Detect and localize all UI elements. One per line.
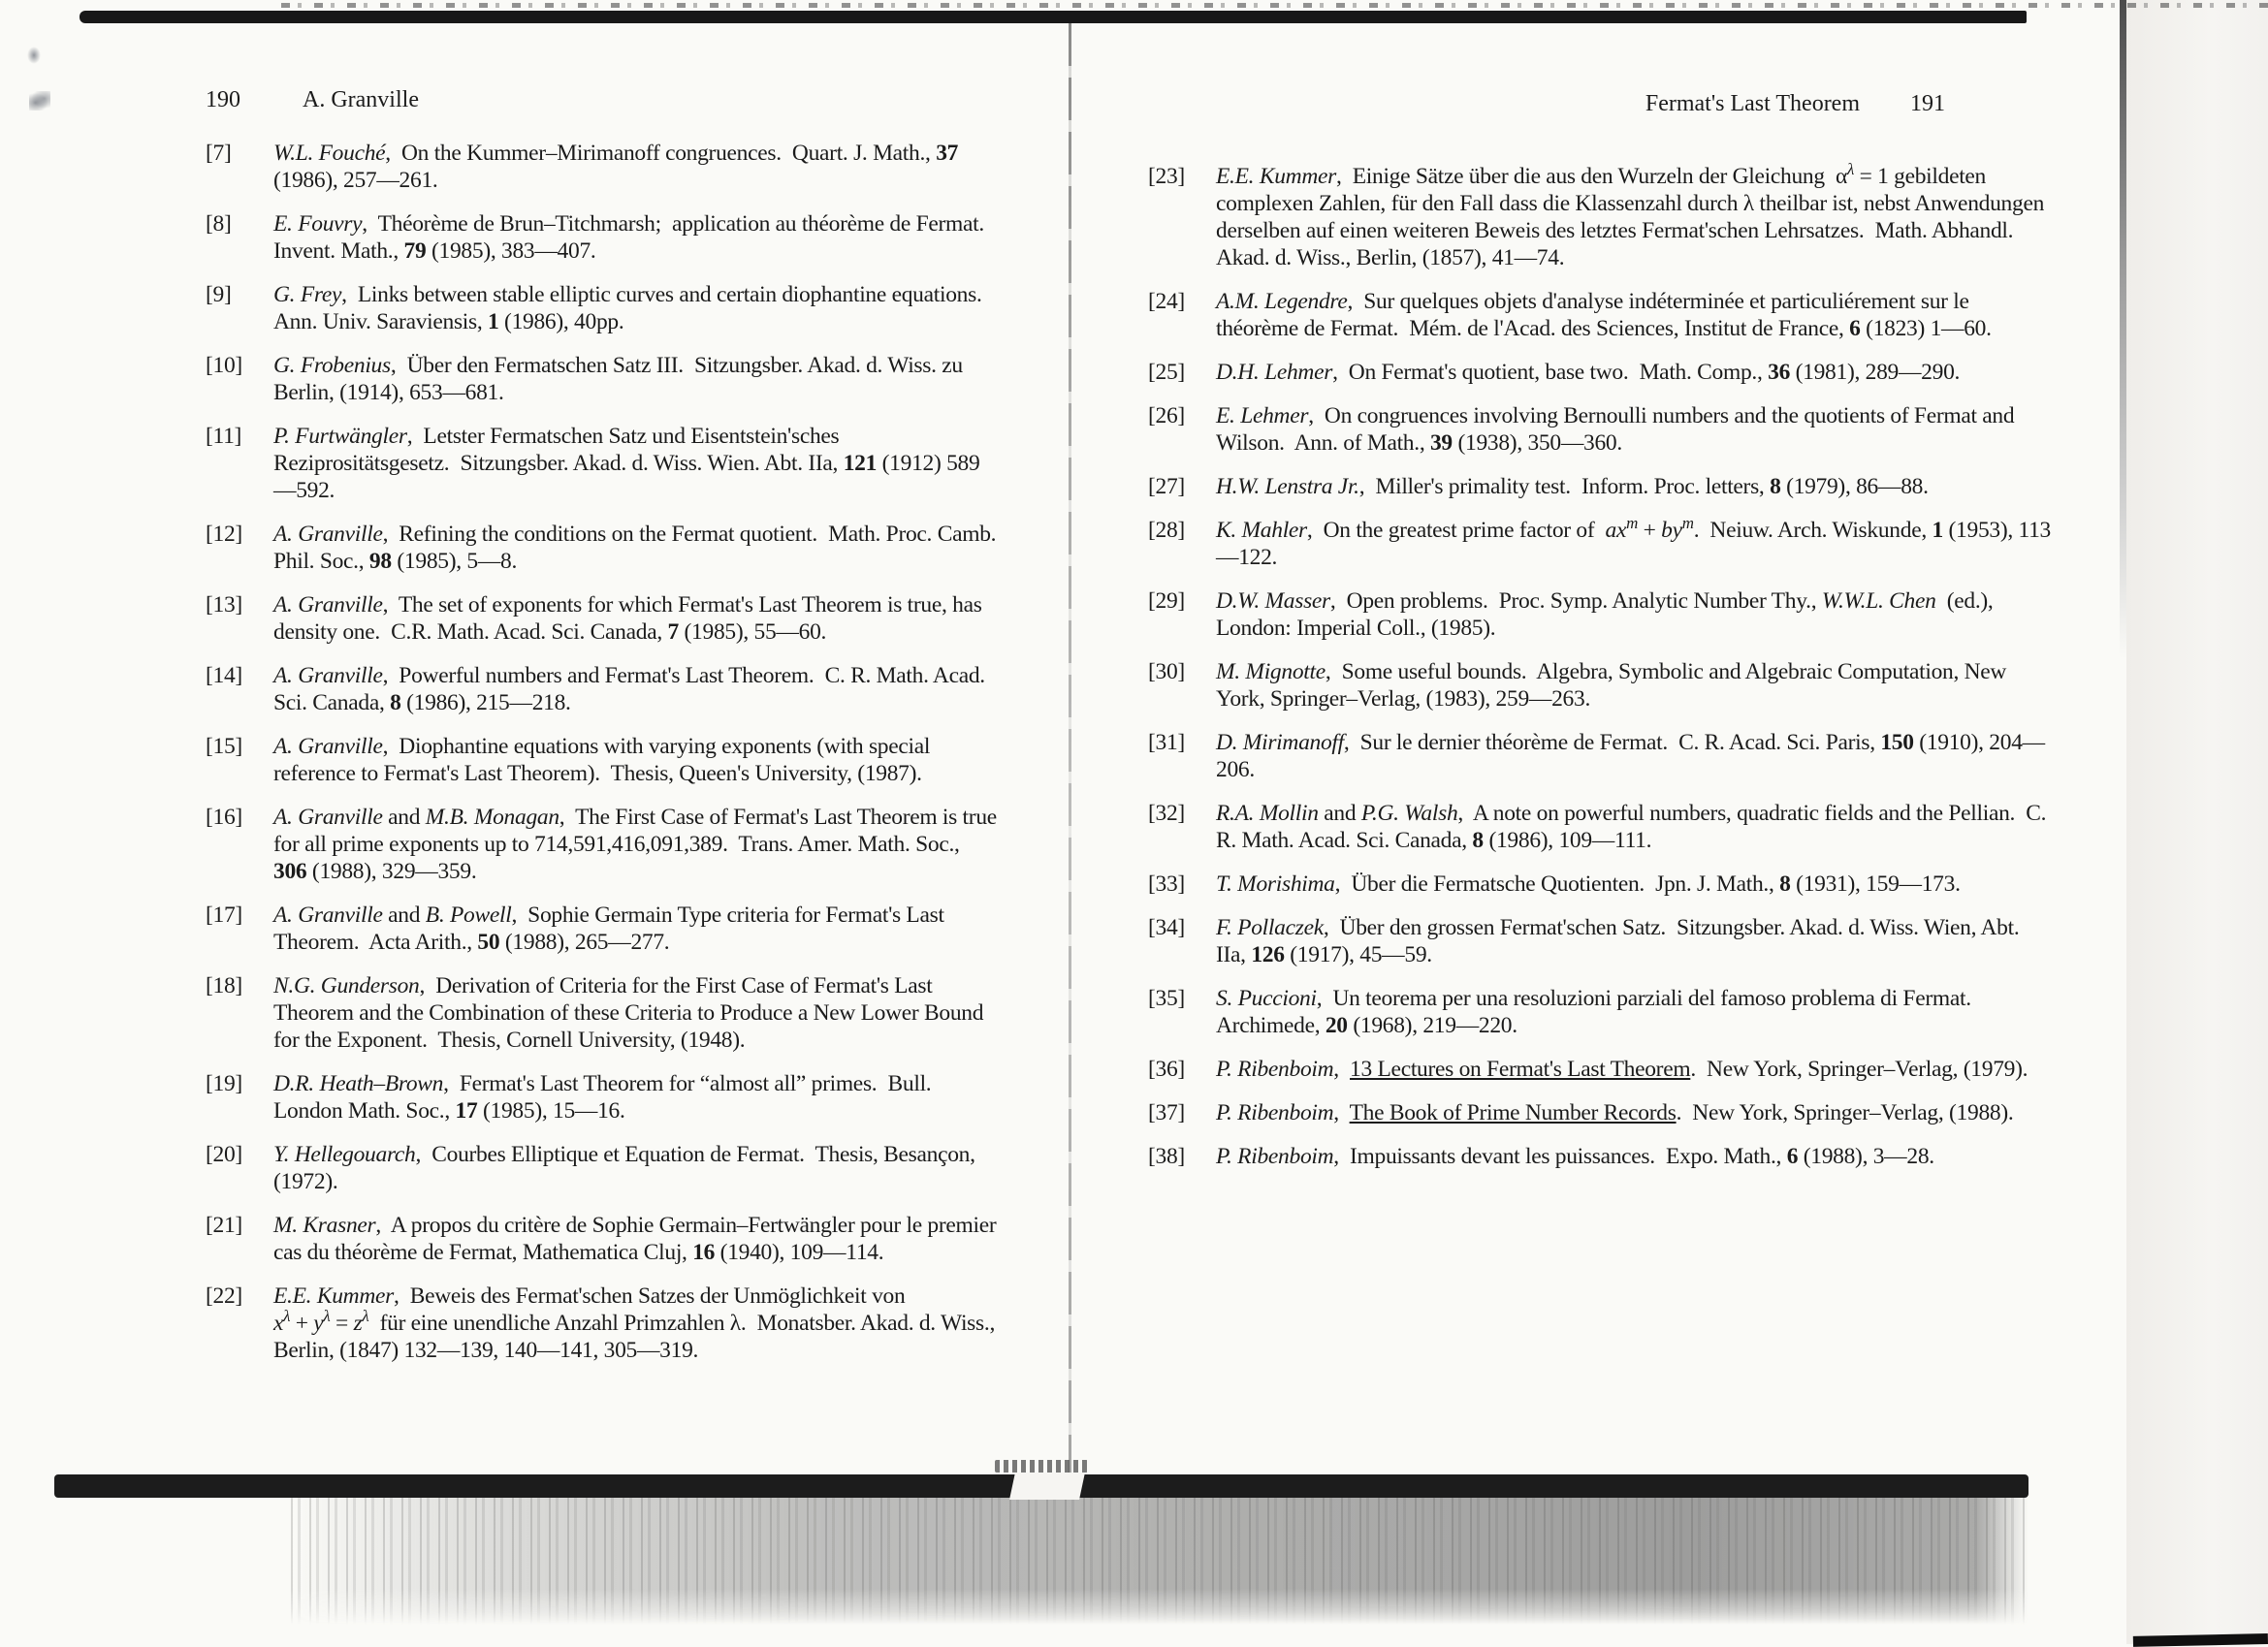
reference-item (1148, 914, 2052, 968)
page-number-right: 191 (1910, 91, 1945, 116)
reference-item (1148, 871, 2052, 898)
reference-text: A. Granville, Powerful numbers and Fermat's Last Theorem. C. R. Math. Acad. Sci. Canada, 8 (1986), 215—218. (273, 663, 991, 715)
page-left (206, 85, 1003, 1380)
reference-text: A. Granville, Refining the conditions on the Fermat quotient. Math. Proc. Camb. Phil. Soc., 98 (1985), 5—8. (273, 522, 1002, 574)
scanned-page-right-margin (2126, 0, 2268, 1644)
reference-text: E.E. Kummer, Einige Sätze über die aus den Wurzeln der Gleichung $\alpha^\lambda = 1$ gebildeten complexen Zahlen, für den Fall dass die Klassenzahl durch λ theilbar ist, nebst Anwendungen derselben auf einen weiteren Beweis des letztes Fermat'schen Lehrsatzes. Math. Abhandl. Akad. d. Wiss., Berlin, (1857), 41—74. (1216, 160, 2050, 270)
reference-text: R.A. Mollin and P.G. Walsh, A note on powerful numbers, quadratic fields and the Pellian. C. R. Math. Acad. Sci. Canada, 8 (1986), 109—111. (1216, 801, 2052, 853)
reference-item (1148, 729, 2052, 783)
reference-item (1148, 160, 2052, 271)
reference-text: W.L. Fouché, On the Kummer–Mirimanoff congruences. Quart. J. Math., 37 (1986), 257—261. (273, 141, 964, 193)
reference-number: [25] (1148, 360, 1185, 385)
reference-text: A. Granville and B. Powell, Sophie Germain Type criteria for Fermat's Last Theorem. Acta Arith., 50 (1988), 265—277. (273, 903, 949, 955)
reference-text: T. Morishima, Über die Fermatsche Quotienten. Jpn. J. Math., 8 (1931), 159—173. (1216, 871, 1961, 897)
reference-item (206, 1070, 999, 1124)
reference-number: [19] (206, 1071, 242, 1096)
reference-item (206, 1283, 999, 1364)
page-right (1148, 89, 2052, 1187)
reference-number: [24] (1148, 289, 1185, 314)
scan-bar-white-notch (1009, 1473, 1085, 1500)
reference-number: [26] (1148, 403, 1185, 428)
reference-item (1148, 359, 2052, 386)
reference-number: [14] (206, 663, 242, 688)
reference-number: [22] (206, 1283, 242, 1309)
reference-number: [38] (1148, 1144, 1185, 1169)
reference-text: P. Ribenboim, Impuissants devant les puissances. Expo. Math., 6 (1988), 3—28. (1216, 1144, 1934, 1169)
reference-text: M. Krasner, A propos du critère de Sophie Germain–Fertwängler pour le premier cas du théorème de Fermat, Mathematica Cluj, 16 (1940), 109—114. (273, 1213, 1002, 1265)
reference-item (1148, 288, 2052, 342)
reference-item (206, 902, 999, 956)
reference-text: Y. Hellegouarch, Courbes Elliptique et Equation de Fermat. Thesis, Besançon, (1972). (273, 1142, 981, 1194)
page-left-header (206, 85, 999, 114)
reference-item (206, 1212, 1002, 1266)
reference-text: S. Puccioni, Un teorema per una resoluzioni parziali del famoso problema di Fermat. Archimede, 20 (1968), 219—220. (1216, 986, 1981, 1038)
scan-corner-mark (2133, 1633, 2268, 1647)
reference-text: N.G. Gunderson, Derivation of Criteria for the First Case of Fermat's Last Theorem and the Combination of these Criteria to Produce a New Lower Bound for the Exponent. Thesis, Cornell University, (1948). (273, 973, 989, 1053)
reference-number: [37] (1148, 1100, 1185, 1125)
reference-text: A. Granville and M.B. Monagan, The First Case of Fermat's Last Theorem is true for all prime exponents up to 714,591,416,091,389. Trans. Amer. Math. Soc., 306 (1988), 329—359. (273, 805, 1003, 884)
reference-number: [31] (1148, 730, 1185, 755)
page-number-left: 190 (206, 87, 240, 112)
reference-text: H.W. Lenstra Jr., Miller's primality test. Inform. Proc. letters, 8 (1979), 86—88. (1216, 474, 1929, 499)
reference-text: P. Furtwängler, Letster Fermatschen Satz und Eisentstein'sches Reziprositätsgesetz. Sitzungsber. Akad. d. Wiss. Wien. Abt. IIa, 121 (1912) 589—592. (273, 424, 980, 503)
reference-number: [33] (1148, 871, 1185, 897)
reference-number: [29] (1148, 588, 1185, 614)
pen-mark-icon (27, 47, 41, 64)
reference-text: G. Frobenius, Über den Fermatschen Satz III. Sitzungsber. Akad. d. Wiss. zu Berlin, (1914), 653—681. (273, 353, 969, 405)
reference-text: D.R. Heath–Brown, Fermat's Last Theorem for “almost all” primes. Bull. London Math. Soc., 17 (1985), 15—16. (273, 1071, 937, 1124)
reference-text: D. Mirimanoff, Sur le dernier théorème de Fermat. C. R. Acad. Sci. Paris, 150 (1910), 204—206. (1216, 730, 2045, 782)
reference-number: [20] (206, 1142, 242, 1167)
reference-text: K. Mahler, On the greatest prime factor of $ax^m + by^m$. Neiuw. Arch. Wiskunde, 1 (1953), 113—122. (1216, 514, 2052, 570)
reference-number: [13] (206, 592, 242, 618)
reference-number: [34] (1148, 915, 1185, 940)
reference-item (1148, 587, 2052, 642)
reference-item (206, 352, 999, 406)
reference-item (1148, 1056, 2052, 1083)
reference-number: [32] (1148, 801, 1185, 826)
reference-item (1148, 800, 2052, 854)
page-right-header (1148, 89, 2052, 118)
reference-item (1148, 1099, 2052, 1126)
reference-number: [30] (1148, 659, 1185, 684)
reference-text: D.H. Lehmer, On Fermat's quotient, base two. Math. Comp., 36 (1981), 289—290. (1216, 360, 1961, 385)
reference-text: G. Frey, Links between stable elliptic curves and certain diophantine equations. Ann. Univ. Saraviensis, 1 (1986), 40pp. (273, 282, 992, 334)
reference-item (1148, 402, 2052, 457)
reference-text: E. Lehmer, On congruences involving Bernoulli numbers and the quotients of Fermat and Wilson. Ann. of Math., 39 (1938), 350—360. (1216, 403, 2020, 456)
reference-item (206, 210, 999, 265)
reference-text: M. Mignotte, Some useful bounds. Algebra, Symbolic and Algebraic Computation, New York, Springer–Verlag, (1983), 259—263. (1216, 659, 2011, 712)
reference-item (206, 1141, 999, 1195)
scan-notch-speckle (995, 1460, 1088, 1473)
reference-item (206, 281, 999, 335)
reference-item (1148, 985, 2052, 1039)
reference-number: [11] (206, 424, 242, 449)
scan-speckle-line (281, 3, 2268, 8)
reference-number: [10] (206, 353, 242, 378)
reference-text: P. Ribenboim, The Book of Prime Number Records. New York, Springer–Verlag, (1988). (1216, 1100, 2014, 1125)
reference-number: [36] (1148, 1057, 1185, 1082)
reference-number: [16] (206, 805, 242, 830)
reference-number: [9] (206, 282, 232, 307)
reference-number: [7] (206, 141, 232, 166)
reference-text: P. Ribenboim, 13 Lectures on Fermat's Last Theorem. New York, Springer–Verlag, (1979). (1216, 1057, 2028, 1082)
reference-item (206, 140, 999, 194)
reference-text: A. Granville, The set of exponents for which Fermat's Last Theorem is true, has density one. C.R. Math. Acad. Sci. Canada, 7 (1985), 55—60. (273, 592, 988, 645)
reference-item (1148, 658, 2052, 713)
reference-number: [17] (206, 903, 242, 928)
reference-number: [21] (206, 1213, 242, 1238)
running-head-left: A. Granville (303, 87, 419, 112)
running-head-right: Fermat's Last Theorem (1645, 91, 1860, 116)
reference-item (1148, 514, 2052, 571)
reference-text: A. Granville, Diophantine equations with varying exponents (with special reference to Fermat's Last Theorem). Thesis, Queen's University, (1987). (273, 734, 936, 786)
book-spine-fold-line (1069, 23, 1071, 1474)
reference-number: [15] (206, 734, 242, 759)
reference-text: F. Pollaczek, Über den grossen Fermat'schen Satz. Sitzungsber. Akad. d. Wiss. Wien, Abt. IIa, 126 (1917), 45—59. (1216, 915, 2025, 967)
page-edge-line (2120, 0, 2126, 659)
reference-number: [18] (206, 973, 242, 998)
scan-bottom-black-bar (54, 1474, 2028, 1498)
reference-item (206, 662, 999, 716)
reference-item (206, 521, 1002, 575)
reference-item (1148, 473, 2052, 500)
references-left (206, 140, 1003, 1364)
reference-item (206, 972, 999, 1054)
scan-top-black-bar (80, 11, 2027, 23)
reference-text: E.E. Kummer, Beweis des Fermat'schen Satzes der Unmöglichkeit von $x^\lambda + y^\lambda = z^\lambda$ für eine unendliche Anzahl Primzahlen λ. Monatsber. Akad. d. Wiss., Berlin, (1847) 132—139, 140—141, 305—319. (273, 1283, 1001, 1363)
reference-item (206, 733, 999, 787)
references-right (1148, 160, 2052, 1170)
reference-item (206, 423, 999, 504)
reference-number: [23] (1148, 164, 1185, 189)
pen-mark-icon (29, 91, 50, 111)
reference-text: A.M. Legendre, Sur quelques objets d'analyse indéterminée et particuliérement sur le théorème de Fermat. Mém. de l'Acad. des Sciences, Institut de France, 6 (1823) 1—60. (1216, 289, 1992, 341)
reference-text: D.W. Masser, Open problems. Proc. Symp. Analytic Number Thy., W.W.L. Chen (ed.), London: Imperial Coll., (1985). (1216, 588, 1999, 641)
reference-number: [12] (206, 522, 242, 547)
reference-number: [35] (1148, 986, 1185, 1011)
reference-number: [8] (206, 211, 232, 237)
reference-item (206, 804, 1003, 885)
reference-number: [28] (1148, 518, 1185, 543)
reference-item (206, 591, 999, 646)
reference-number: [27] (1148, 474, 1185, 499)
reference-text: E. Fouvry, Théorème de Brun–Titchmarsh; application au théorème de Fermat. Invent. Math., 79 (1985), 383—407. (273, 211, 996, 264)
reference-item (1148, 1143, 2052, 1170)
scan-bottom-smudge (291, 1497, 2028, 1625)
